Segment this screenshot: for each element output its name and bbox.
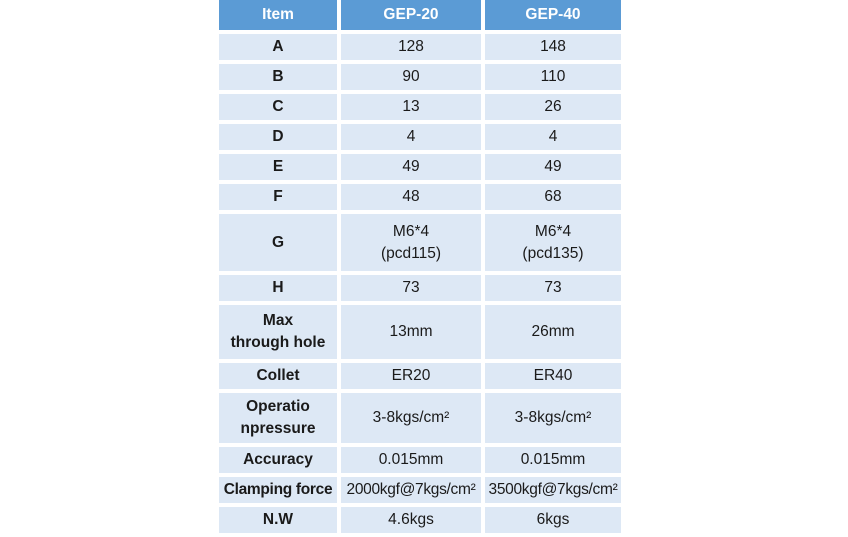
cell-gep20: 0.015mm bbox=[341, 447, 481, 473]
row-label: H bbox=[219, 275, 337, 301]
row-label: Max through hole bbox=[219, 305, 337, 359]
cell-gep20: 4.6kgs bbox=[341, 507, 481, 533]
cell-gep20: 4 bbox=[341, 124, 481, 150]
cell-gep40: 26 bbox=[485, 94, 621, 120]
header-gep40: GEP-40 bbox=[485, 0, 621, 30]
header-item: Item bbox=[219, 0, 337, 30]
cell-gep40: 49 bbox=[485, 154, 621, 180]
cell-gep20: 48 bbox=[341, 184, 481, 210]
cell-gep40: ER40 bbox=[485, 363, 621, 389]
row-label: Clamping force bbox=[219, 477, 337, 503]
table-row bbox=[219, 154, 621, 180]
cell-gep20: M6*4 (pcd115) bbox=[341, 214, 481, 271]
cell-gep40: 6kgs bbox=[485, 507, 621, 533]
row-label: Operatio npressure bbox=[219, 393, 337, 443]
row-label: F bbox=[219, 184, 337, 210]
cell-gep40: 68 bbox=[485, 184, 621, 210]
table-row bbox=[219, 64, 621, 90]
table-row bbox=[219, 477, 621, 503]
cell-gep20: 3-8kgs/cm² bbox=[341, 393, 481, 443]
table-row bbox=[219, 184, 621, 210]
table-row bbox=[219, 363, 621, 389]
table-row bbox=[219, 34, 621, 60]
cell-gep40: 4 bbox=[485, 124, 621, 150]
cell-gep40: 0.015mm bbox=[485, 447, 621, 473]
row-label: Collet bbox=[219, 363, 337, 389]
cell-gep20: ER20 bbox=[341, 363, 481, 389]
table-row bbox=[219, 393, 621, 443]
spec-table bbox=[215, 0, 625, 537]
row-label: A bbox=[219, 34, 337, 60]
table-row bbox=[219, 124, 621, 150]
cell-gep20: 73 bbox=[341, 275, 481, 301]
table-row bbox=[219, 507, 621, 533]
cell-gep40: 3500kgf@7kgs/cm² bbox=[485, 477, 621, 503]
table-row bbox=[219, 214, 621, 271]
cell-gep20: 90 bbox=[341, 64, 481, 90]
cell-gep40: 3-8kgs/cm² bbox=[485, 393, 621, 443]
row-label: G bbox=[219, 214, 337, 271]
header-gep20: GEP-20 bbox=[341, 0, 481, 30]
table-row bbox=[219, 94, 621, 120]
table-row bbox=[219, 447, 621, 473]
row-label: D bbox=[219, 124, 337, 150]
cell-gep40: 26mm bbox=[485, 305, 621, 359]
row-label: E bbox=[219, 154, 337, 180]
row-label: B bbox=[219, 64, 337, 90]
table-row bbox=[219, 275, 621, 301]
cell-gep20: 13 bbox=[341, 94, 481, 120]
row-label: N.W bbox=[219, 507, 337, 533]
table-row bbox=[219, 305, 621, 359]
cell-gep20: 13mm bbox=[341, 305, 481, 359]
header-row bbox=[219, 0, 621, 30]
cell-gep40: 73 bbox=[485, 275, 621, 301]
cell-gep40: 110 bbox=[485, 64, 621, 90]
row-label: Accuracy bbox=[219, 447, 337, 473]
cell-gep20: 49 bbox=[341, 154, 481, 180]
cell-gep20: 128 bbox=[341, 34, 481, 60]
row-label: C bbox=[219, 94, 337, 120]
cell-gep40: M6*4 (pcd135) bbox=[485, 214, 621, 271]
cell-gep40: 148 bbox=[485, 34, 621, 60]
cell-gep20: 2000kgf@7kgs/cm² bbox=[341, 477, 481, 503]
